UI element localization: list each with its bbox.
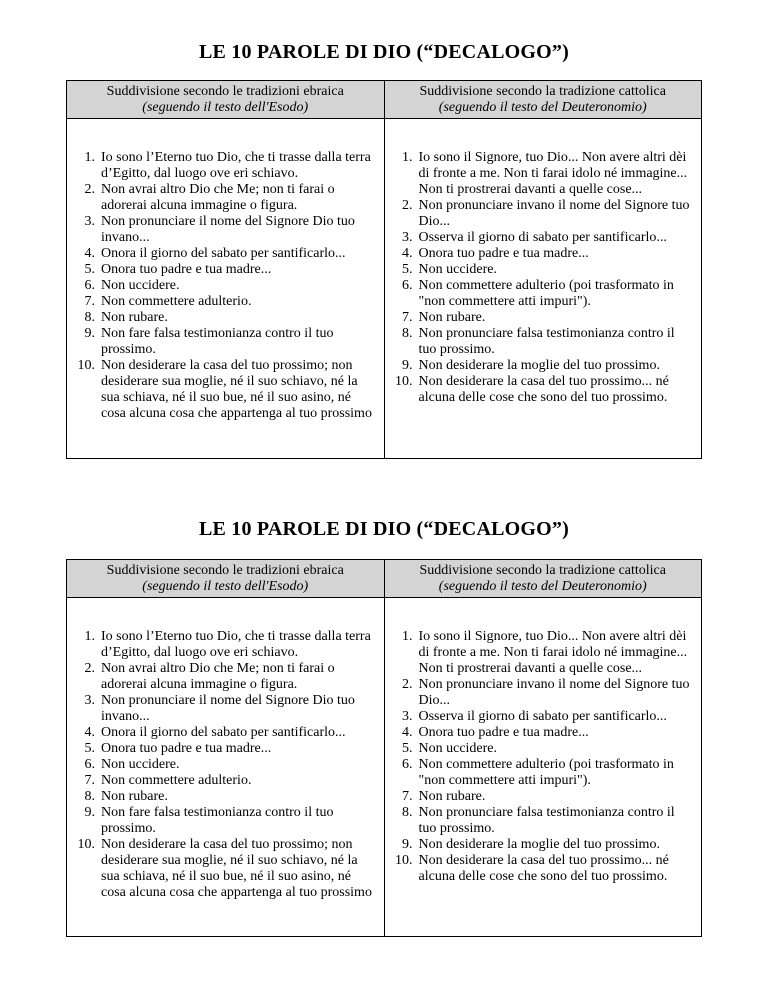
- right-heading: Suddivisione secondo la tradizione cattolica: [419, 84, 666, 99]
- commandment-text: Non uccidere.: [101, 278, 180, 293]
- commandment-text: Non pronunciare falsa testimonianza contro il tuo prossimo.: [418, 326, 675, 357]
- commandment-text: Onora tuo padre e tua madre...: [418, 246, 589, 261]
- commandment-text: Non avrai altro Dio che Me; non ti farai o adorerai alcuna immagine o figura.: [101, 661, 335, 692]
- commandment-item: [387, 741, 696, 757]
- commandment-item: [387, 677, 696, 709]
- left-heading: Suddivisione secondo le tradizioni ebraica: [106, 563, 344, 578]
- commandment-text: Osserva il giorno di sabato per santificarlo...: [418, 230, 667, 245]
- commandment-item: [387, 837, 696, 853]
- commandment-item: [387, 725, 696, 741]
- commandment-item: [387, 374, 696, 406]
- commandment-number: 4.: [84, 246, 95, 261]
- decalogue-table: [66, 559, 702, 937]
- commandment-item: [69, 358, 378, 422]
- commandment-text: Onora il giorno del sabato per santificarlo...: [101, 246, 346, 261]
- commandment-item: [69, 837, 378, 901]
- commandment-item: [387, 853, 696, 885]
- decalogue-table: [66, 80, 702, 459]
- commandment-text: Non desiderare la moglie del tuo prossimo.: [418, 837, 660, 852]
- commandment-number: 8.: [402, 805, 413, 820]
- commandment-number: 6.: [402, 757, 413, 772]
- commandment-number: 7.: [84, 773, 95, 788]
- commandment-text: Non uccidere.: [418, 262, 498, 277]
- commandment-item: [387, 709, 696, 725]
- commandment-item: [69, 773, 378, 789]
- commandment-item: [69, 693, 378, 725]
- commandment-text: Io sono il Signore, tuo Dio... Non avere altri dèi di fronte a me. Non ti farai idolo né immagine... Non ti prostrerai davanti a quelle cose...: [418, 629, 688, 676]
- left-subheading: (seguendo il testo dell'Esodo): [142, 100, 309, 115]
- commandment-number: 9.: [402, 837, 413, 852]
- commandment-item: [387, 150, 696, 198]
- commandment-number: 7.: [84, 294, 95, 309]
- page-title: LE 10 PAROLE DI DIO (“DECALOGO”): [199, 518, 569, 540]
- commandment-number: 3.: [84, 214, 95, 229]
- left-heading: Suddivisione secondo le tradizioni ebraica: [106, 84, 344, 99]
- commandment-number: 4.: [84, 725, 95, 740]
- jewish-commandments-list: [69, 150, 378, 422]
- commandment-item: [387, 262, 696, 278]
- commandment-item: [387, 358, 696, 374]
- left-column-header: [67, 81, 385, 119]
- commandment-text: Non desiderare la moglie del tuo prossimo.: [418, 358, 660, 373]
- commandment-item: [387, 278, 696, 310]
- commandment-text: Non pronunciare il nome del Signore Dio tuo invano...: [101, 693, 355, 724]
- commandment-text: Non rubare.: [418, 310, 486, 325]
- left-subheading: (seguendo il testo dell'Esodo): [142, 579, 309, 594]
- commandment-text: Non pronunciare il nome del Signore Dio tuo invano...: [101, 214, 355, 245]
- commandment-number: 5.: [84, 262, 95, 277]
- commandment-number: 8.: [84, 789, 95, 804]
- commandment-number: 1.: [84, 629, 95, 644]
- commandment-number: 1.: [84, 150, 95, 165]
- commandment-item: [69, 214, 378, 246]
- commandment-number: 9.: [402, 358, 413, 373]
- commandment-text: Non pronunciare invano il nome del Signore tuo Dio...: [418, 677, 690, 708]
- commandment-number: 3.: [84, 693, 95, 708]
- commandment-text: Non uccidere.: [418, 741, 498, 756]
- commandment-text: Non desiderare la casa del tuo prossimo... né alcuna delle cose che sono del tuo prossimo.: [418, 374, 669, 405]
- commandment-number: 10.: [77, 837, 95, 852]
- commandment-item: [69, 741, 378, 757]
- commandment-number: 5.: [402, 741, 413, 756]
- commandment-text: Non desiderare la casa del tuo prossimo... né alcuna delle cose che sono del tuo prossimo.: [418, 853, 669, 884]
- commandment-number: 6.: [84, 757, 95, 772]
- commandment-number: 7.: [402, 789, 413, 804]
- catholic-commandments-list: [387, 629, 696, 885]
- commandment-number: 9.: [84, 805, 95, 820]
- commandment-item: [387, 310, 696, 326]
- commandment-number: 8.: [402, 326, 413, 341]
- commandment-text: Onora il giorno del sabato per santificarlo...: [101, 725, 346, 740]
- left-column-header: [67, 560, 385, 598]
- commandment-item: [387, 326, 696, 358]
- commandment-text: Non fare falsa testimonianza contro il tuo prossimo.: [101, 805, 334, 836]
- commandment-text: Onora tuo padre e tua madre...: [101, 741, 272, 756]
- commandment-number: 8.: [84, 310, 95, 325]
- right-column-body: [384, 119, 702, 459]
- commandment-text: Io sono l’Eterno tuo Dio, che ti trasse dalla terra d’Egitto, dal luogo ove eri schiavo.: [101, 629, 371, 660]
- jewish-commandments-list: [69, 629, 378, 901]
- commandment-number: 2.: [402, 677, 413, 692]
- commandment-number: 3.: [402, 230, 413, 245]
- commandment-item: [387, 789, 696, 805]
- commandment-number: 2.: [84, 661, 95, 676]
- commandment-text: Non pronunciare invano il nome del Signore tuo Dio...: [418, 198, 690, 229]
- right-subheading: (seguendo il testo del Deuteronomio): [438, 579, 647, 594]
- commandment-item: [69, 725, 378, 741]
- commandment-text: Non rubare.: [418, 789, 486, 804]
- left-column-body: [67, 598, 385, 937]
- right-column-header: [384, 81, 702, 119]
- commandment-item: [69, 661, 378, 693]
- commandment-text: Non avrai altro Dio che Me; non ti farai o adorerai alcuna immagine o figura.: [101, 182, 335, 213]
- commandment-text: Osserva il giorno di sabato per santificarlo...: [418, 709, 667, 724]
- commandment-item: [69, 262, 378, 278]
- commandment-item: [69, 294, 378, 310]
- commandment-item: [69, 629, 378, 661]
- commandment-number: 4.: [402, 246, 413, 261]
- commandment-text: Non fare falsa testimonianza contro il tuo prossimo.: [101, 326, 334, 357]
- commandment-number: 1.: [402, 629, 413, 644]
- commandment-number: 1.: [402, 150, 413, 165]
- commandment-item: [69, 789, 378, 805]
- commandment-number: 9.: [84, 326, 95, 341]
- commandment-text: Onora tuo padre e tua madre...: [418, 725, 589, 740]
- commandment-item: [69, 182, 378, 214]
- commandment-text: Non pronunciare falsa testimonianza contro il tuo prossimo.: [418, 805, 675, 836]
- commandment-item: [69, 757, 378, 773]
- commandment-item: [69, 310, 378, 326]
- commandment-text: Non desiderare la casa del tuo prossimo; non desiderare sua moglie, né il suo schiavo, né la sua schiava, né il suo bue, né il suo asino, né cosa alcuna cosa che appartenga al tuo prossimo: [101, 837, 372, 900]
- commandment-item: [387, 805, 696, 837]
- left-column-body: [67, 119, 385, 459]
- commandment-item: [387, 198, 696, 230]
- commandment-text: Io sono l’Eterno tuo Dio, che ti trasse dalla terra d’Egitto, dal luogo ove eri schiavo.: [101, 150, 371, 181]
- commandment-text: Io sono il Signore, tuo Dio... Non avere altri dèi di fronte a me. Non ti farai idolo né immagine... Non ti prostrerai davanti a quelle cose...: [418, 150, 688, 197]
- commandment-text: Non rubare.: [101, 789, 168, 804]
- right-subheading: (seguendo il testo del Deuteronomio): [438, 100, 647, 115]
- page-title: LE 10 PAROLE DI DIO (“DECALOGO”): [199, 41, 569, 63]
- commandment-item: [387, 246, 696, 262]
- commandment-text: Non rubare.: [101, 310, 168, 325]
- commandment-number: 10.: [395, 374, 413, 389]
- commandment-item: [387, 230, 696, 246]
- commandment-item: [69, 278, 378, 294]
- right-column-body: [384, 598, 702, 937]
- commandment-number: 6.: [402, 278, 413, 293]
- commandment-text: Non commettere adulterio (poi trasformato in "non commettere atti impuri").: [418, 757, 674, 788]
- commandment-text: Non commettere adulterio (poi trasformato in "non commettere atti impuri").: [418, 278, 674, 309]
- right-column-header: [384, 560, 702, 598]
- commandment-number: 2.: [84, 182, 95, 197]
- commandment-item: [69, 246, 378, 262]
- commandment-text: Onora tuo padre e tua madre...: [101, 262, 272, 277]
- commandment-number: 7.: [402, 310, 413, 325]
- commandment-number: 4.: [402, 725, 413, 740]
- commandment-number: 10.: [77, 358, 95, 373]
- commandment-number: 6.: [84, 278, 95, 293]
- commandment-text: Non commettere adulterio.: [101, 294, 252, 309]
- commandment-text: Non commettere adulterio.: [101, 773, 252, 788]
- catholic-commandments-list: [387, 150, 696, 406]
- commandment-text: Non uccidere.: [101, 757, 180, 772]
- commandment-number: 10.: [395, 853, 413, 868]
- commandment-text: Non desiderare la casa del tuo prossimo; non desiderare sua moglie, né il suo schiavo, né la sua schiava, né il suo bue, né il suo asino, né cosa alcuna cosa che appartenga al tuo prossimo: [101, 358, 372, 421]
- commandment-number: 2.: [402, 198, 413, 213]
- commandment-item: [69, 805, 378, 837]
- right-heading: Suddivisione secondo la tradizione cattolica: [419, 563, 666, 578]
- commandment-item: [387, 629, 696, 677]
- commandment-item: [69, 150, 378, 182]
- commandment-item: [69, 326, 378, 358]
- commandment-item: [387, 757, 696, 789]
- commandment-number: 5.: [84, 741, 95, 756]
- commandment-number: 3.: [402, 709, 413, 724]
- commandment-number: 5.: [402, 262, 413, 277]
